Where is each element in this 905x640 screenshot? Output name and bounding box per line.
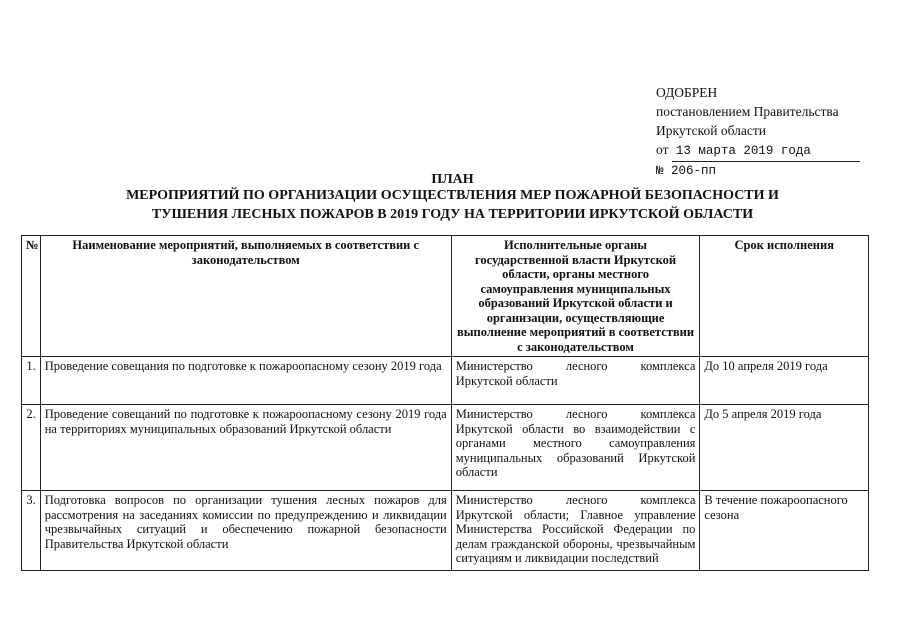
table-row xyxy=(22,491,869,571)
row-executors: Министерство лесного комплекса Иркутской области; Главное управление Министерства Российской Федерации по делам гражданской обороны, чрезвычайным ситуациям и ликвидации последствий xyxy=(451,491,700,571)
row-measure-name: Проведение совещаний по подготовке к пожароопасному сезону 2019 года на территориях муниципальных образований Иркутской области xyxy=(40,405,451,491)
header-deadline: Срок исполнения xyxy=(700,236,869,357)
plan-table xyxy=(21,235,869,571)
table-row xyxy=(22,357,869,405)
row-number: 3. xyxy=(22,491,41,571)
header-measure-name: Наименование мероприятий, выполняемых в соответствии с законодательством xyxy=(40,236,451,357)
row-deadline: В течение пожароопасного сезона xyxy=(700,491,869,571)
approval-date-prefix: от xyxy=(656,142,669,157)
header-number: № xyxy=(22,236,41,357)
row-measure-name: Подготовка вопросов по организации тушения лесных пожаров для рассмотрения на заседаниях комиссии по предупреждению и ликвидации чрезвычайных ситуаций и обеспечению пожарной безопасности Правительства Иркутской области xyxy=(40,491,451,571)
approval-line-3: Иркутской области xyxy=(656,123,767,138)
approval-date-line xyxy=(656,140,860,162)
approval-line-1: ОДОБРЕН xyxy=(656,85,718,100)
approval-block xyxy=(656,83,860,181)
approval-number: № 206-пп xyxy=(656,164,717,178)
approval-line-2: постановлением Правительства xyxy=(656,104,839,119)
table-header-row xyxy=(22,236,869,357)
document-title: ПЛАН xyxy=(431,172,474,187)
row-executors: Министерство лесного комплекса Иркутской области xyxy=(451,357,700,405)
row-deadline: До 5 апреля 2019 года xyxy=(700,405,869,491)
row-number: 2. xyxy=(22,405,41,491)
row-number: 1. xyxy=(22,357,41,405)
header-executors: Исполнительные органы государственной власти Иркутской области, органы местного самоуправления муниципальных образований Иркутской области и организации, осуществляющие выполнение мероприятий в соответствии с законодательством xyxy=(451,236,700,357)
approval-date: 13 марта 2019 года xyxy=(672,142,860,162)
table-row xyxy=(22,405,869,491)
document-subtitle-line-2: ТУШЕНИЯ ЛЕСНЫХ ПОЖАРОВ В 2019 ГОДУ НА ТЕРРИТОРИИ ИРКУТСКОЙ ОБЛАСТИ xyxy=(151,207,754,222)
row-deadline: До 10 апреля 2019 года xyxy=(700,357,869,405)
row-measure-name: Проведение совещания по подготовке к пожароопасному сезону 2019 года xyxy=(40,357,451,405)
document-subtitle-line-1: МЕРОПРИЯТИЙ ПО ОРГАНИЗАЦИИ ОСУЩЕСТВЛЕНИЯ МЕР ПОЖАРНОЙ БЕЗОПАСНОСТИ И xyxy=(126,188,779,203)
row-executors: Министерство лесного комплекса Иркутской области во взаимодействии с органами местного самоуправления муниципальных образований Иркутской области xyxy=(451,405,700,491)
